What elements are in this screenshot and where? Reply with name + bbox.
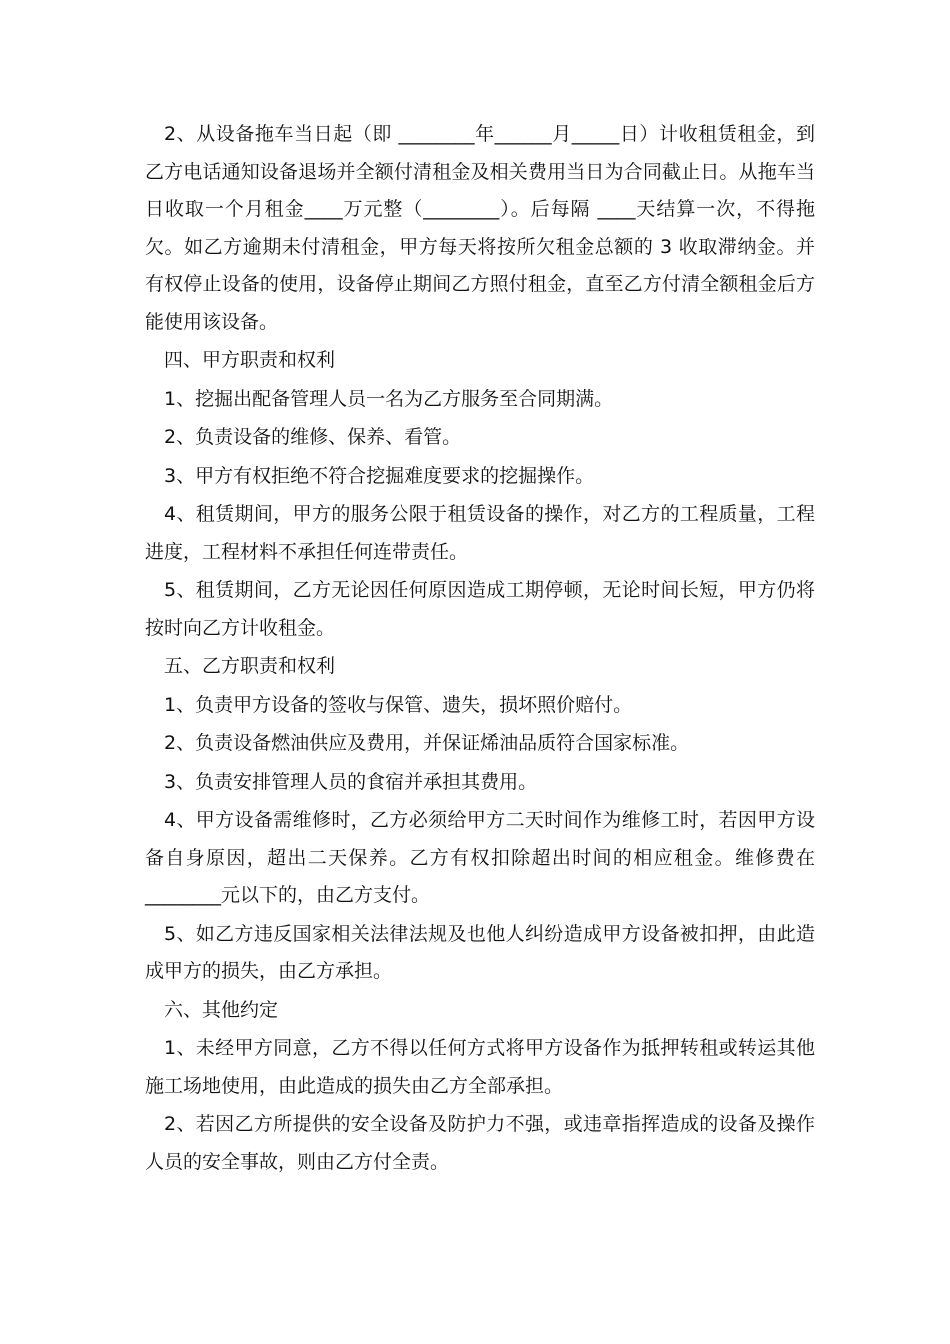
section-heading-party-a: 四、甲方职责和权利 [164,349,336,371]
clause-a-2: 2、负责设备的维修、保养、看管。 [164,426,462,448]
clause-b-5: 5、如乙方违反国家相关法律法规及也他人纠纷造成甲方设备被扣押，由此造成甲方的损失，由乙方承担。 [145,922,815,982]
document-page [145,116,815,1182]
clause-other-1: 1、未经甲方同意，乙方不得以任何方式将甲方设备作为抵押转租或转运其他施工场地使用，由此造成的损失由乙方全部承担。 [145,1037,815,1097]
clause-b-2: 2、负责设备燃油供应及费用，并保证烯油品质符合国家标准。 [164,732,690,754]
section-heading-other: 六、其他约定 [164,998,279,1021]
clause-a-1: 1、挖掘出配备管理人员一名为乙方服务至合同期满。 [164,387,614,410]
clause-other-2: 2、若因乙方所提供的安全设备及防护力不强，或违章指挥造成的设备及操作人员的安全事故，则由乙方付全责。 [145,1113,815,1173]
clause-a-5: 5、租赁期间，乙方无论因任何原因造成工期停顿，无论时间长短，甲方仍将按时向乙方计收租金。 [145,579,815,639]
section-heading-party-b: 五、乙方职责和权利 [164,655,336,677]
clause-rent-calculation: 2、从设备拖车当日起（即 ________年______月_____日）计收租赁租金，到乙方电话通知设备退场并全额付清租金及相关费用当日为合同截止日。从拖车当日收取一个月租金____万元整（________）。后每隔 ____天结算一次，不得拖欠。如乙方逾期未付清租金，甲方每天将按所欠租金总额的 3 收取滞纳金。并有权停止设备的使用，设备停止期间乙方照付租金，直至乙方付清全额租金后方能使用该设备。 [145,123,815,333]
clause-b-4: 4、甲方设备需维修时，乙方必须给甲方二天时间作为维修工时，若因甲方设备自身原因，超出二天保养。乙方有权扣除超出时间的相应租金。维修费在________元以下的，由乙方支付。 [145,809,815,906]
clause-b-3: 3、负责安排管理人员的食宿并承担其费用。 [164,770,538,793]
clause-b-1: 1、负责甲方设备的签收与保管、遗失，损坏照价赔付。 [164,693,633,716]
clause-a-3: 3、甲方有权拒绝不符合挖掘难度要求的挖掘操作。 [164,464,595,487]
clause-a-4: 4、租赁期间，甲方的服务公限于租赁设备的操作，对乙方的工程质量，工程进度，工程材料不承担任何连带责任。 [145,503,815,563]
